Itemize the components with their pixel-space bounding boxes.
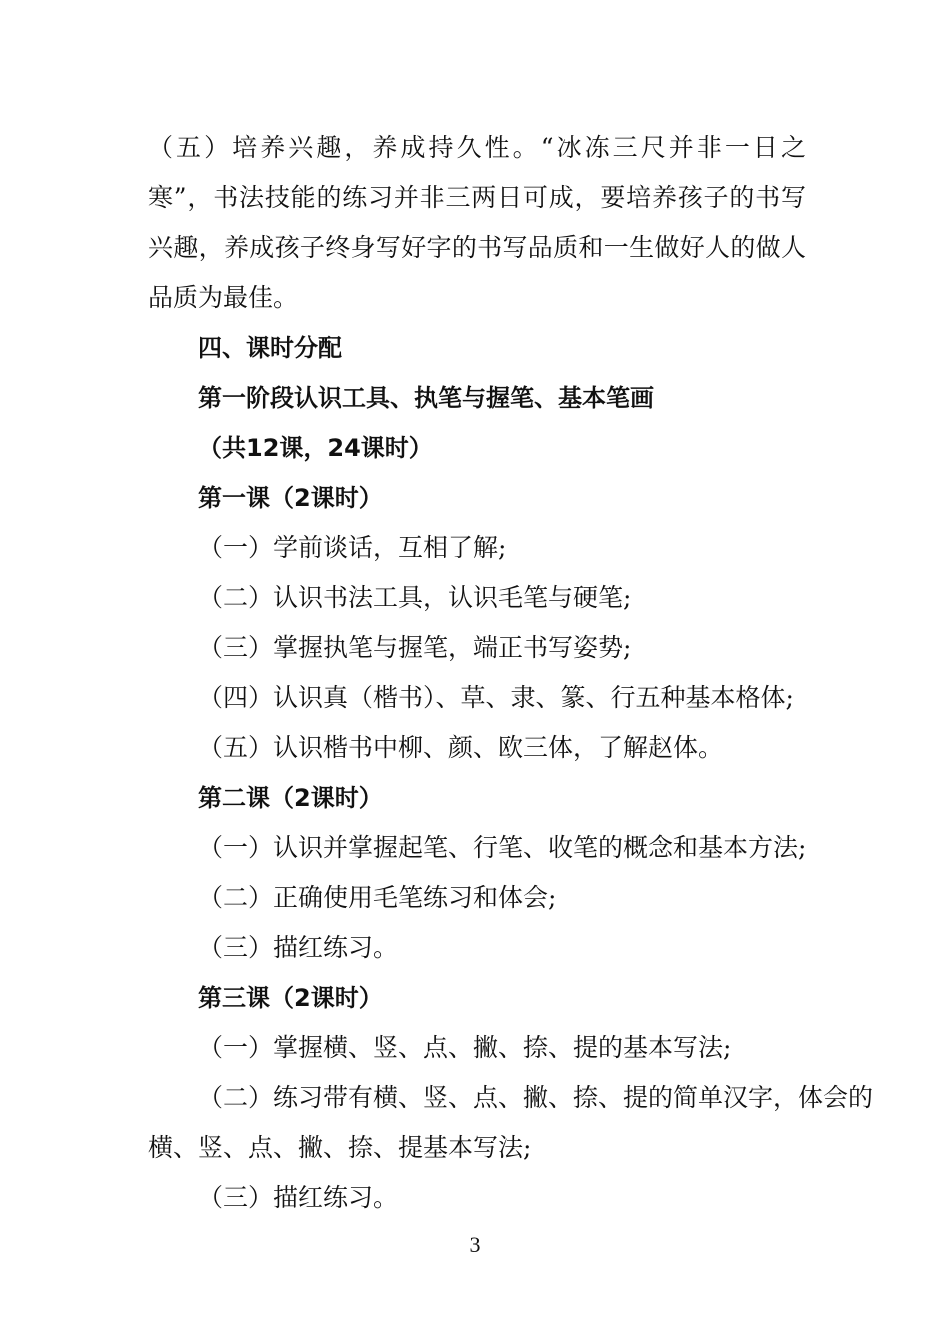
paragraph-line: 兴趣，养成孩子终身写好字的书写品质和一生做好人的做人 bbox=[148, 233, 806, 262]
list-item: （二）练习带有横、竖、点、撇、捺、提的简单汉字，体会的 bbox=[198, 1083, 874, 1112]
list-item: （五）认识楷书中柳、颜、欧三体，了解赵体。 bbox=[198, 733, 724, 762]
list-item: （三）掌握执笔与握笔，端正书写姿势; bbox=[198, 633, 632, 662]
section-heading: 四、课时分配 bbox=[198, 334, 342, 362]
list-item-continuation: 横、竖、点、撇、捺、提基本写法; bbox=[148, 1133, 532, 1162]
lesson-heading: 第一课（2课时） bbox=[198, 484, 383, 512]
list-item: （四）认识真（楷书）、草、隶、篆、行五种基本格体; bbox=[198, 683, 794, 712]
list-item: （二）正确使用毛笔练习和体会; bbox=[198, 883, 557, 912]
list-item: （一）认识并掌握起笔、行笔、收笔的概念和基本方法; bbox=[198, 833, 807, 862]
list-item: （一）掌握横、竖、点、撇、捺、提的基本写法; bbox=[198, 1033, 732, 1062]
paragraph-line: 品质为最佳。 bbox=[148, 283, 299, 312]
paragraph-line: 寒”，书法技能的练习并非三两日可成，要培养孩子的书写 bbox=[148, 183, 806, 212]
lesson-heading: 第二课（2课时） bbox=[198, 784, 383, 812]
stage-note: （共12课，24课时） bbox=[198, 434, 433, 462]
list-item: （一）学前谈话，互相了解; bbox=[198, 533, 507, 562]
page-number: 3 bbox=[469, 1232, 481, 1257]
stage-heading: 第一阶段认识工具、执笔与握笔、基本笔画 bbox=[198, 384, 654, 412]
list-item: （三）描红练习。 bbox=[198, 1183, 399, 1212]
list-item: （二）认识书法工具，认识毛笔与硬笔; bbox=[198, 583, 632, 612]
paragraph-line: （五）培养兴趣，养成持久性。“冰冻三尺并非一日之 bbox=[148, 133, 806, 162]
lesson-heading: 第三课（2课时） bbox=[198, 984, 383, 1012]
list-item: （三）描红练习。 bbox=[198, 933, 399, 962]
